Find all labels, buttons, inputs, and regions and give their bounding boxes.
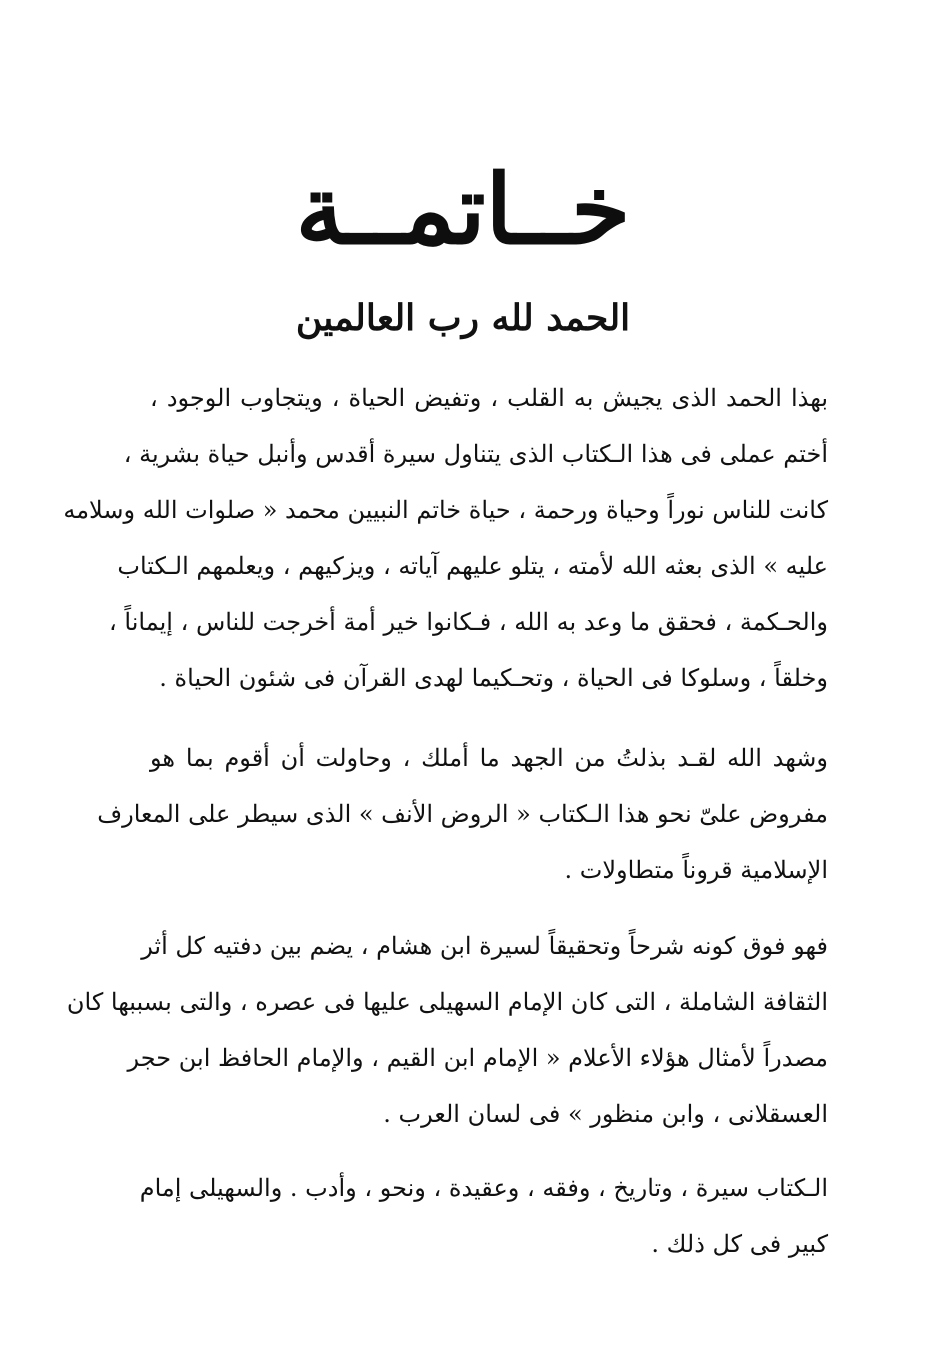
text-line: كبير فى كل ذلك .: [651, 1230, 828, 1258]
text-line: الـكتاب سيرة ، وتاريخ ، وفقه ، وعقيدة ، ونحو ، وأدب . والسهيلى إمام: [139, 1174, 828, 1202]
text-line: بهذا الحمد الذى يجيش به القلب ، وتفيض الحياة ، ويتجاوب الوجود ،: [150, 384, 828, 412]
paragraph-3: [66, 918, 828, 1142]
page-title: خــاتمــة: [295, 153, 631, 266]
text-line: الإسلامية قروناً متطاولات .: [564, 856, 828, 884]
text-line: أختم عملى فى هذا الـكتاب الذى يتناول سيرة أقدس وأنبل حياة بشرية ،: [123, 440, 828, 468]
text-line: عليه » الذى بعثه الله لأمته ، يتلو عليهم آياته ، ويزكيهم ، ويعلمهم الـكتاب: [117, 552, 828, 580]
text-line: مفروض علىّ نحو هذا الـكتاب « الروض الأنف » الذى سيطر على المعارف: [97, 800, 828, 828]
paragraph-1: [63, 370, 828, 706]
text-line: العسقلانى ، وابن منظور » فى لسان العرب .: [383, 1100, 828, 1128]
text-line: الثقافة الشاملة ، التى كان الإمام السهيلى عليها فى عصره ، والتى بسببها كان: [66, 988, 828, 1016]
text-line: وشهد الله لقـد بذلتُ من الجهد ما أملك ، وحاولت أن أقوم بما هو: [150, 744, 828, 772]
text-line: مصدراً لأمثال هؤلاء الأعلام « الإمام ابن القيم ، والإمام الحافظ ابن حجر: [127, 1044, 828, 1072]
page-subtitle: الحمد لله رب العالمين: [295, 297, 631, 339]
text-line: وخلقاً ، وسلوكا فى الحياة ، وتحـكيما لهدى القرآن فى شئون الحياة .: [159, 664, 828, 692]
text-line: فهو فوق كونه شرحاً وتحقيقاً لسيرة ابن هشام ، يضم بين دفتيه كل أثر: [141, 932, 828, 960]
text-line: والحـكمة ، فحقق ما وعد به الله ، فـكانوا خير أمة أخرجت للناس ، إيماناً ،: [109, 608, 828, 636]
paragraph-4: [139, 1160, 828, 1272]
paragraph-2: [97, 730, 828, 898]
text-line: كانت للناس نوراً وحياة ورحمة ، حياة خاتم النبيين محمد « صلوات الله وسلامه: [63, 496, 828, 524]
